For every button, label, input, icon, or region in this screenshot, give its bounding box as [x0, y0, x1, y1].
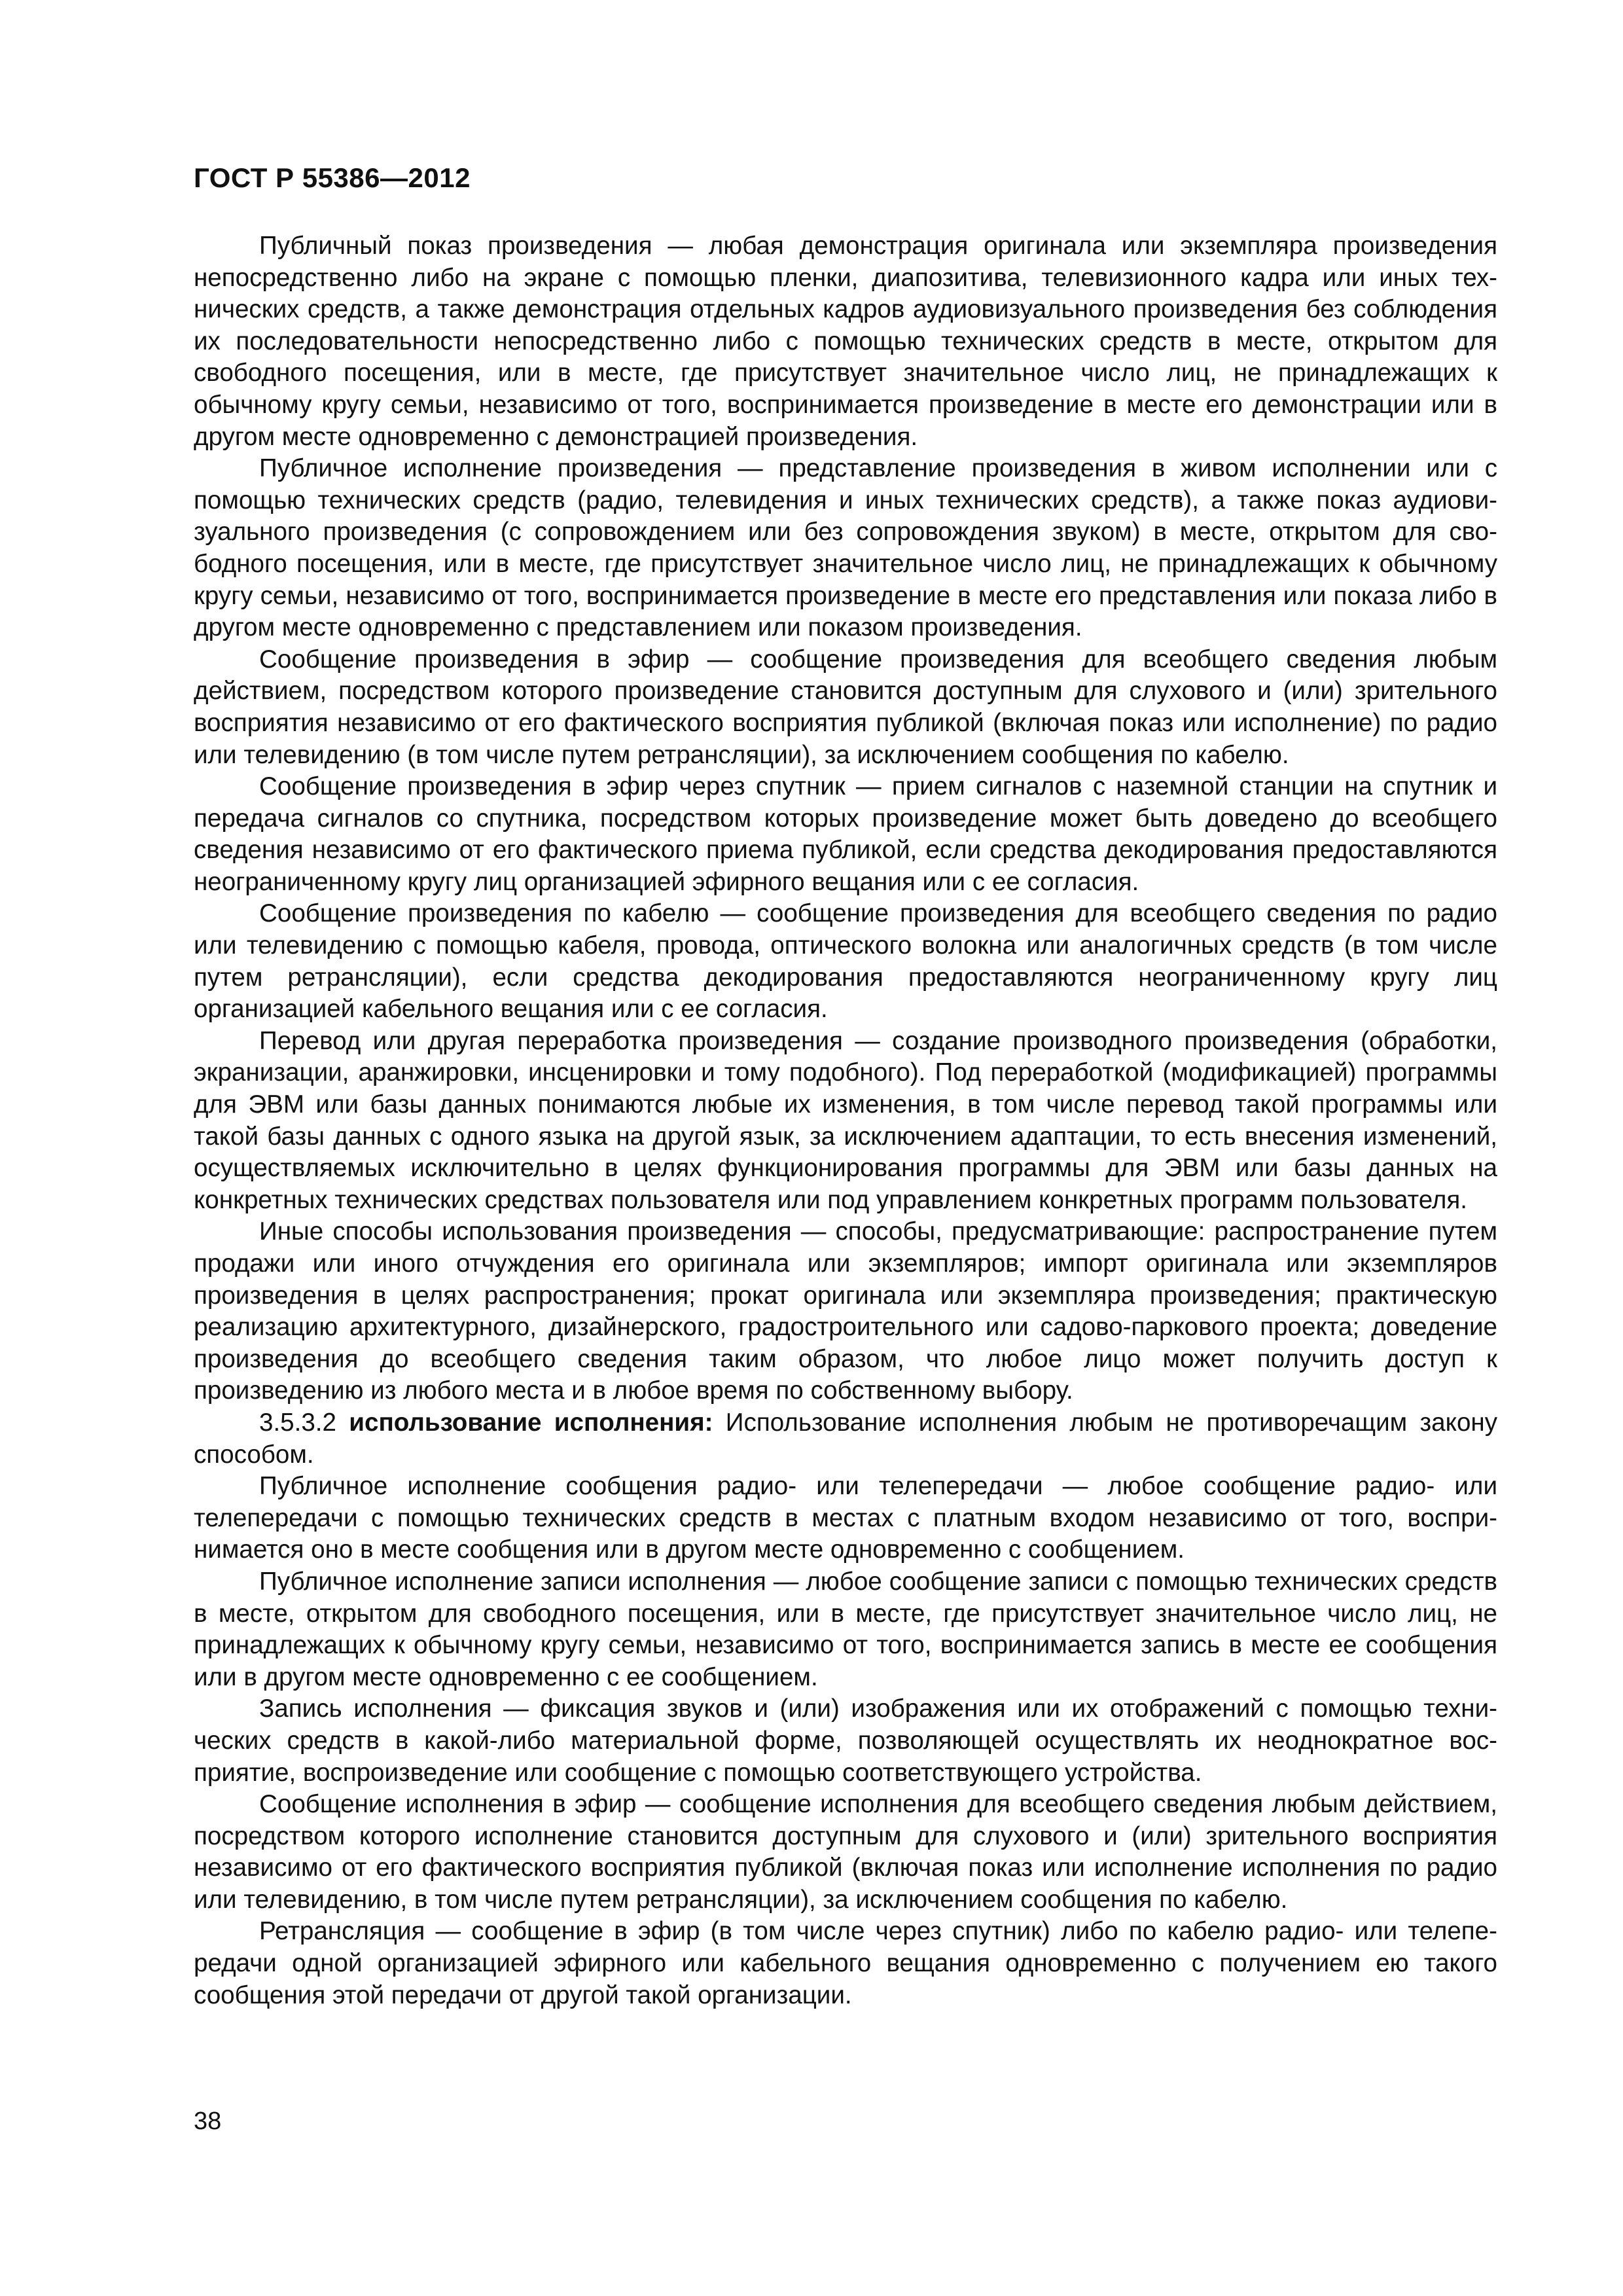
- clause-term: использование исполнения:: [349, 1408, 713, 1437]
- paragraph-cable-transmission: Сообщение произведения по кабелю — сообщение произведения для всеобщего сведения по радио или телевидению с помощью кабеля, провода, оптического волокна или аналогичных средств (в том числе путем ретрансляции), если средства декодирования предоставляются неограниченному кругу лиц организацией кабельного вещания или с ее согласия.: [194, 899, 1497, 1024]
- paragraph-performance-broadcast: Сообщение исполнения в эфир — сообщение исполнения для всеобщего сведения любым действием, посредством которого исполнение становится доступным для слухового и (или) зрительного восприятия независимо от его фактического восприятия публикой (включая показ или исполнение исполнения по радио или телевидению, в том числе путем ретрансляции), за исключением сообщения по кабелю.: [194, 1790, 1497, 1914]
- document-body: [194, 230, 1497, 2011]
- clause-number: 3.5.3.2: [259, 1408, 336, 1437]
- paragraph-retransmission: Ретрансляция — сообщение в эфир (в том числе через спутник) либо по кабелю радио- или телепередачи одной организацией эфирного или кабельного вещания одновременно с получением ею такого сообщения этой передачи от другой такой организации.: [194, 1917, 1497, 2009]
- paragraph-public-performance: Публичное исполнение произведения — представление произведения в живом исполнении или с помощью технических средств (радио, телевидения и иных технических средств), а также показ аудиовизуального произведения (с сопровождением или без сопровождения звуком) в месте, открытом для свободного посещения, или в месте, где присутствует значительное число лиц, не принадлежащих к обычному кругу семьи, независимо от того, воспринимается произведение в месте его представления или показа либо в другом месте одновременно с представлением или показом произведения.: [194, 454, 1497, 642]
- paragraph-translation-adaptation: Перевод или другая переработка произведения — создание производного произведения (обработки, экранизации, аранжировки, инсценировки и тому подобного). Под переработкой (модификацией) программы для ЭВМ или базы данных понимаются любые их изменения, в том числе перевод такой программы или такой базы данных с одного языка на другой язык, за исключением адаптации, то есть внесения изменений, осуществляемых исключительно в целях функционирования программы для ЭВМ или базы данных на конкретных технических средствах пользователя или под управлением конкретных программ пользователя.: [194, 1026, 1497, 1214]
- paragraph-clause-3-5-3-2: [194, 1407, 1497, 1471]
- page-number: 38: [194, 2108, 222, 2135]
- paragraph-public-recording-performance: Публичное исполнение записи исполнения — любое сообщение записи с помощью технических средств в месте, открытом для свободного посещения, или в месте, где присутствует значительное число лиц, не принадлежащих к обычному кругу семьи, независимо от того, воспринимается запись в месте ее сообщения или в другом месте одновременно с ее сообщением.: [194, 1567, 1497, 1691]
- paragraph-public-display: Публичный показ произведения — любая демонстрация оригинала или экземпляра произведения непосредственно либо на экране с помощью пленки, диапозитива, телевизионного кадра или иных технических средств, а также демонстрация отдельных кадров аудиовизуального произведения без соблюдения их последовательности непосредственно либо с помощью технических средств в месте, открытом для свободного посещения, или в месте, где присутствует значительное число лиц, не принадлежащих к обычному кругу семьи, независимо от того, воспринимается произведение в месте его демонстрации или в другом месте одновременно с демонстрацией произведения.: [194, 232, 1497, 451]
- clause-definition: Использование исполнения любым не противоречащим закону способом.: [194, 1408, 1497, 1469]
- paragraph-public-broadcast-performance: Публичное исполнение сообщения радио- или телепередачи — любое сообщение радио- или телепередачи с помощью технических средств в местах с платным входом независимо от того, воспринимается оно в месте сообщения или в другом месте одновременно с сообщением.: [194, 1472, 1497, 1564]
- paragraph-other-uses: Иные способы использования произведения — способы, предусматривающие: распространение путем продажи или иного отчуждения его оригинала или экземпляров; импорт оригинала или экземпляров произведения в целях распространения; прокат оригинала или экземпляра произведения; практическую реализацию архитектурного, дизайнерского, градостроительного или садово-паркового проекта; доведение произведения до всеобщего сведения таким образом, что любое лицо может получить доступ к произведению из любого места и в любое время по собственному выбору.: [194, 1217, 1497, 1405]
- paragraph-performance-recording: Запись исполнения — фиксация звуков и (или) изображения или их отображений с помощью технических средств в какой-либо материальной форме, позволяющей осуществлять их неоднократное восприятие, воспроизведение или сообщение с помощью соответствующего устройства.: [194, 1695, 1497, 1787]
- document-header: ГОСТ Р 55386—2012: [194, 162, 471, 193]
- paragraph-broadcast: Сообщение произведения в эфир — сообщение произведения для всеобщего сведения любым действием, посредством которого произведение становится доступным для слухового и (или) зрительного восприятия независимо от его фактического восприятия публикой (включая показ или исполнение) по радио или телевидению (в том числе путем ретрансляции), за исключением сообщения по кабелю.: [194, 645, 1497, 769]
- paragraph-satellite-broadcast: Сообщение произведения в эфир через спутник — прием сигналов с наземной станции на спутник и передача сигналов со спутника, посредством которых произведение может быть доведено до всеобщего сведения независимо от его фактического приема публикой, если средства декодирования предоставляются неограниченному кругу лиц организацией эфирного вещания или с ее согласия.: [194, 772, 1497, 896]
